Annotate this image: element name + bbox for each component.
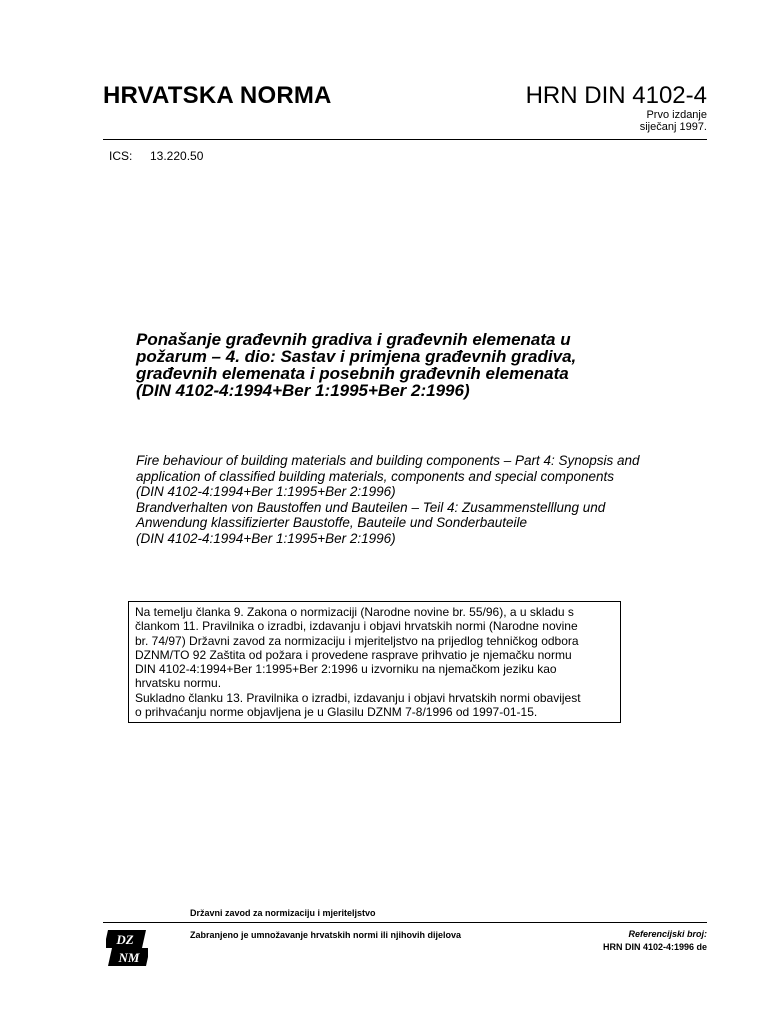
ics-label: ICS: [109, 149, 133, 163]
edition-info [640, 109, 707, 133]
english-title-line: Fire behaviour of building materials and building components – Part 4: Synopsis and [136, 453, 640, 468]
notice-line: o prihvaćanju norme objavljena je u Glasilu DZNM 7-8/1996 od 1997-01-15. [135, 705, 538, 720]
foreign-titles [136, 453, 706, 546]
footer-organization: Državni zavod za normizaciju i mjeriteljstvo [190, 908, 376, 918]
document-type-title: HRVATSKA NORMA [103, 82, 332, 109]
german-title-line: Anwendung klassifizierter Baustoffe, Bauteile und Sonderbauteile [136, 515, 527, 530]
notice-line: hrvatsku normu. [135, 676, 222, 691]
reference-number: HRN DIN 4102-4:1996 de [602, 942, 707, 952]
croatian-title-line: (DIN 4102-4:1994+Ber 1:1995+Ber 2:1996) [136, 381, 470, 400]
notice-line: Sukladno članku 13. Pravilnika o izradbi, izdavanju i objavi hrvatskih normi obavijest [135, 690, 581, 705]
notice-line: DIN 4102-4:1994+Ber 1:1995+Ber 2:1996 u izvorniku na njemačkom jeziku kao [135, 662, 557, 677]
notice-line: Na temelju članka 9. Zakona o normizaciji (Narodne novine br. 55/96), a u skladu s [135, 605, 574, 619]
notice-line: br. 74/97) Državni zavod za normizaciju i mjeriteljstvo na prijedlog tehničkog odbora [135, 633, 579, 648]
standard-code: HRN DIN 4102-4 [525, 82, 707, 109]
header-divider [103, 139, 707, 140]
german-title-line: Brandverhalten von Baustoffen und Bauteilen – Teil 4: Zusammenstelllung und [136, 499, 606, 515]
edition-label: Prvo izdanje [646, 109, 707, 121]
footer-copyright: Zabranjeno je umnožavanje hrvatskih normi ili njihovih dijelova [190, 930, 462, 940]
logo-text-bottom: NM [118, 950, 140, 965]
adoption-notice-box [128, 601, 621, 723]
german-title-line: (DIN 4102-4:1994+Ber 1:1995+Ber 2:1996) [136, 530, 396, 546]
english-title-line: (DIN 4102-4:1994+Ber 1:1995+Ber 2:1996) [136, 484, 396, 499]
reference-label: Referencijski broj: [628, 929, 707, 939]
ics-value: 13.220.50 [150, 149, 204, 163]
logo-text-top: DZ [116, 932, 134, 947]
notice-line: DZNM/TO 92 Zaštita od požara i provedene rasprave prihvatio je njemačku normu [135, 647, 572, 662]
english-title-line: application of classified building materials, components and special components [136, 468, 615, 484]
croatian-title-line: Ponašanje građevnih gradiva i građevnih elemenata u [136, 330, 571, 349]
croatian-title-line: požarum – 4. dio: Sastav i primjena građevnih gradiva, [136, 347, 577, 366]
edition-date: siječanj 1997. [639, 121, 707, 133]
footer-divider [103, 922, 707, 923]
croatian-title [136, 331, 696, 399]
notice-line: člankom 11. Pravilnika o izradbi, izdavanju i objavi hrvatskih normi (Narodne novine [135, 619, 578, 634]
croatian-title-line: građevnih elemenata i posebnih građevnih elemenata [136, 364, 569, 383]
dznm-logo [106, 928, 148, 968]
